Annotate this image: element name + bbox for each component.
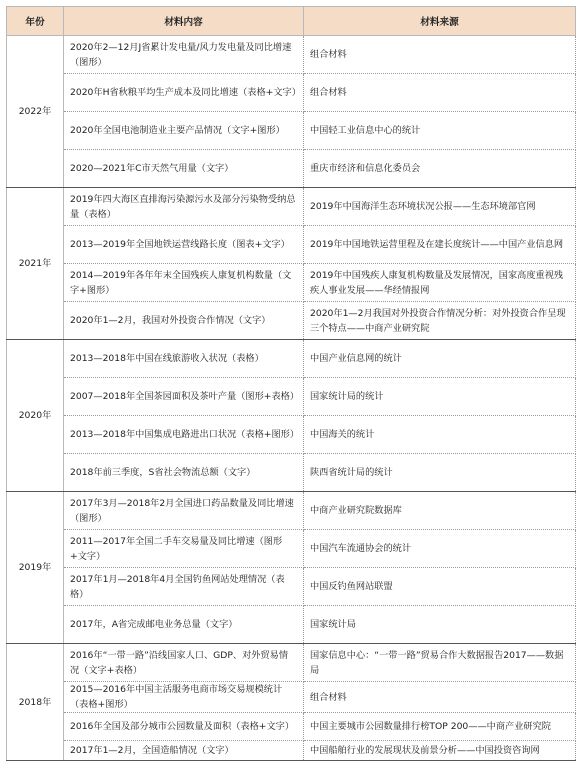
table-row: [7, 530, 576, 568]
table-row: [7, 682, 576, 713]
content-cell: 2011—2017年全国二手车交易量及同比增速（图形+文字）: [64, 530, 304, 568]
table-row: [7, 644, 576, 682]
source-cell: 中国轻工业信息中心的统计: [304, 112, 576, 150]
materials-table-container: [6, 6, 575, 761]
table-row: [7, 492, 576, 530]
content-cell: 2007—2018年全国茶园面积及茶叶产量（图形+表格）: [64, 378, 304, 416]
content-cell: 2016年“一带一路”沿线国家人口、GDP、对外贸易情况（文字+表格）: [64, 644, 304, 682]
table-row: [7, 302, 576, 340]
source-cell: 2019年中国地铁运营里程及在建长度统计——中国产业信息网: [304, 226, 576, 264]
source-cell: 重庆市经济和信息化委员会: [304, 150, 576, 188]
content-cell: 2020—2021年C市天然气用量（文字）: [64, 150, 304, 188]
content-cell: 2020年1—2月，我国对外投资合作情况（文字）: [64, 302, 304, 340]
table-row: [7, 74, 576, 112]
content-cell: 2013—2019年全国地铁运营线路长度（图表+文字）: [64, 226, 304, 264]
year-cell: 2022年: [7, 36, 64, 188]
table-row: [7, 226, 576, 264]
source-cell: 2019年中国海洋生态环境状况公报——生态环境部官网: [304, 188, 576, 226]
content-cell: 2019年四大海区直排海污染源污水及部分污染物受纳总量（表格）: [64, 188, 304, 226]
source-cell: 中国海关的统计: [304, 416, 576, 454]
content-cell: 2018年前三季度，S省社会物流总额（文字）: [64, 454, 304, 492]
source-cell: 组合材料: [304, 36, 576, 74]
table-row: [7, 340, 576, 378]
table-header-row: [7, 7, 576, 36]
source-cell: 中国主要城市公园数量排行榜TOP 200——中商产业研究院: [304, 713, 576, 741]
source-cell: 国家统计局: [304, 606, 576, 644]
content-cell: 2020年2—12月J省累计发电量/风力发电量及同比增速（图形）: [64, 36, 304, 74]
table-body: [7, 36, 576, 761]
source-cell: 中国船舶行业的发展现状及前景分析——中国投资咨询网: [304, 741, 576, 761]
header-content: 材料内容: [64, 7, 304, 36]
table-row: [7, 454, 576, 492]
table-row: [7, 378, 576, 416]
content-cell: 2016年全国及部分城市公园数量及面积（表格+文字）: [64, 713, 304, 741]
source-cell: 国家统计局的统计: [304, 378, 576, 416]
content-cell: 2013—2018年中国集成电路进出口状况（表格+图形）: [64, 416, 304, 454]
table-row: [7, 188, 576, 226]
table-row: [7, 36, 576, 74]
table-row: [7, 568, 576, 606]
source-cell: 组合材料: [304, 682, 576, 713]
content-cell: 2017年3月—2018年2月全国进口药品数量及同比增速（图形）: [64, 492, 304, 530]
source-cell: 中商产业研究院数据库: [304, 492, 576, 530]
content-cell: 2013—2018年中国在线旅游收入状况（表格）: [64, 340, 304, 378]
year-cell: 2019年: [7, 492, 64, 644]
header-year: 年份: [7, 7, 64, 36]
source-cell: 组合材料: [304, 74, 576, 112]
source-cell: 中国产业信息网的统计: [304, 340, 576, 378]
table-row: [7, 112, 576, 150]
content-cell: 2015—2016年中国主活服务电商市场交易规模统计（表格+图形）: [64, 682, 304, 713]
materials-table: [6, 6, 576, 761]
source-cell: 中国汽车流通协会的统计: [304, 530, 576, 568]
content-cell: 2020年H省秋粮平均生产成本及同比增速（表格+文字）: [64, 74, 304, 112]
source-cell: 2020年1—2月我国对外投资合作情况分析：对外投资合作呈现三个特点——中商产业研究院: [304, 302, 576, 340]
table-row: [7, 416, 576, 454]
source-cell: 2019年中国残疾人康复机构数量及发展情况，国家高度重视残疾人事业发展——华经情报网: [304, 264, 576, 302]
table-row: [7, 264, 576, 302]
source-cell: 中国反钓鱼网站联盟: [304, 568, 576, 606]
content-cell: 2017年1—2月，全国造船情况（文字）: [64, 741, 304, 761]
table-row: [7, 150, 576, 188]
table-row: [7, 606, 576, 644]
table-row: [7, 713, 576, 741]
content-cell: 2014—2019年各年年末全国残疾人康复机构数量（文字+图形）: [64, 264, 304, 302]
year-cell: 2020年: [7, 340, 64, 492]
year-cell: 2021年: [7, 188, 64, 340]
source-cell: 国家信息中心：“一带一路”贸易合作大数据报告2017——数据局: [304, 644, 576, 682]
content-cell: 2020年全国电池制造业主要产品情况（文字+图形）: [64, 112, 304, 150]
source-cell: 陕西省统计局的统计: [304, 454, 576, 492]
table-row: [7, 741, 576, 761]
header-source: 材料来源: [304, 7, 576, 36]
year-cell: 2018年: [7, 644, 64, 761]
content-cell: 2017年，A省完成邮电业务总量（文字）: [64, 606, 304, 644]
content-cell: 2017年1月—2018年4月全国钓鱼网站处理情况（表格）: [64, 568, 304, 606]
